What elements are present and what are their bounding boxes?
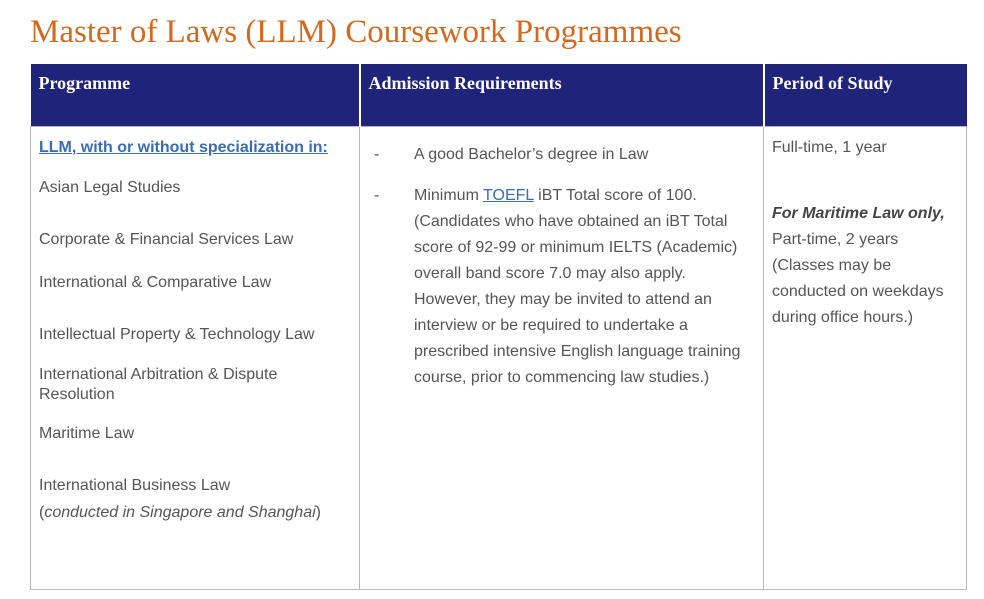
programme-cell xyxy=(31,126,360,590)
dash-bullet: - xyxy=(374,145,380,163)
specialization-item: Corporate & Financial Services Law xyxy=(39,230,294,248)
page-title: Master of Laws (LLM) Coursework Programmes xyxy=(30,14,682,50)
table-row xyxy=(31,126,967,590)
llm-specialization-link[interactable]: LLM, with or without specialization in: xyxy=(39,138,328,156)
requirement-text: iBT Total score of 100. (Candidates who have obtained an iBT Total score of 92-99 or minimum IELTS (Academic) overall band score 7.0 may also apply. However, they may be invited to attend an interview or be required to undertake a prescribed intensive English language training course, prior to commencing law studies.) xyxy=(414,186,741,386)
specialization-item: Asian Legal Studies xyxy=(39,178,181,196)
specialization-item: International & Comparative Law xyxy=(39,273,272,291)
requirement-text: A good Bachelor’s degree in Law xyxy=(414,145,649,163)
admission-cell xyxy=(360,126,764,590)
specialization-item: International Arbitration & Dispute Resolution xyxy=(39,365,278,403)
specialization-list xyxy=(39,178,351,496)
programmes-table xyxy=(30,64,967,590)
maritime-law-heading: For Maritime Law only, xyxy=(772,204,945,222)
specialization-item: Maritime Law xyxy=(39,424,135,442)
dash-bullet: - xyxy=(374,186,380,204)
header-period-of-study: Period of Study xyxy=(764,64,967,126)
specialization-item: Intellectual Property & Technology Law xyxy=(39,325,315,343)
header-programme: Programme xyxy=(31,64,360,126)
part-time-note: (Classes may be conducted on weekdays during office hours.) xyxy=(772,256,944,326)
part-time-period: Part-time, 2 years xyxy=(772,230,899,248)
table-header-row xyxy=(31,64,967,126)
header-admission-requirements: Admission Requirements xyxy=(360,64,764,126)
requirement-item xyxy=(374,142,751,168)
requirement-item xyxy=(374,183,751,391)
specialization-item: International Business Law xyxy=(39,476,231,494)
programme-location-text: conducted in Singapore and Shanghai xyxy=(44,503,316,521)
period-cell xyxy=(764,126,967,590)
requirement-prefix: Minimum xyxy=(414,186,484,204)
full-time-period: Full-time, 1 year xyxy=(772,138,887,156)
toefl-link[interactable]: TOEFL xyxy=(483,186,534,204)
requirements-list xyxy=(374,142,751,391)
programme-location-note: (conducted in Singapore and Shanghai) xyxy=(39,503,321,521)
